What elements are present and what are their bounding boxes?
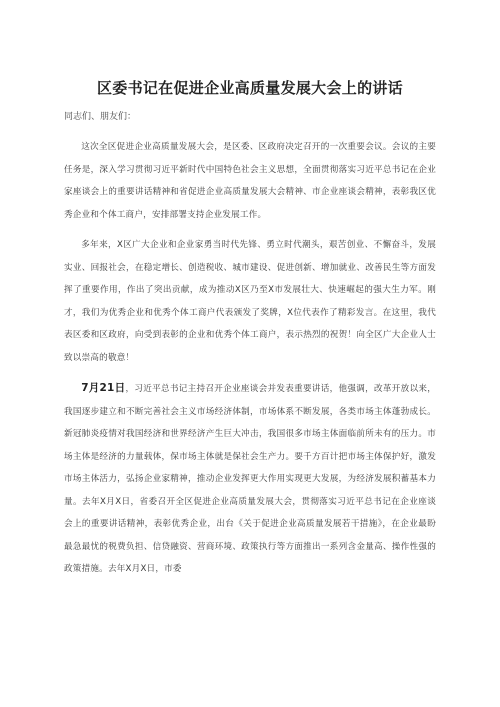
paragraph-1: 这次全区促进企业高质量发展大会，是区委、区政府决定召开的一次重要会议。会议的主要任务是，深入学习贯彻习近平新时代中国特色社会主义思想，全面贯彻落实习近平总书记在企业家座谈会上的重要讲话精神和省促进企业高质量发展大会精神、市企业座谈会精神，表彰我区优秀企业和个体工商户，安排部署支持企业发展工作。	[64, 142, 436, 220]
paragraph-3-date: 7月21日	[81, 382, 126, 394]
paragraph-2: 多年来，X区广大企业和企业家勇当时代先锋、勇立时代潮头，艰苦创业、不懈奋斗，发展实业、回报社会，在稳定增长、创造税收、城市建设、促进创新、增加就业、改善民生等方面发挥了重要作用，作出了突出贡献，成为推动X区乃至X市发展壮大、快速崛起的强大生力军。刚才，我们为优秀企业和优秀个体工商户代表颁发了奖牌，X位代表作了精彩发言。在这里，我代表区委和区政府，向受到表彰的企业和优秀个体工商户，表示热烈的祝贺！向全区广大企业人士致以崇高的敬意！	[64, 240, 436, 363]
document-title: 区委书记在促进企业高质量发展大会上的讲话	[96, 79, 403, 97]
salutation: 同志们、朋友们：	[64, 112, 137, 122]
paragraph-3	[64, 377, 436, 581]
paragraph-3-text: ，习近平总书记主持召开企业座谈会并发表重要讲话，他强调，改革开放以来，我国逐步建立和不断完善社会主义市场经济体制，市场体系不断发展，各类市场主体蓬勃成长。新冠肺炎疫情对我国经济和世界经济产生巨大冲击，我国很多市场主体面临前所未有的压力。市场主体是经济的力量载体，保市场主体就是保社会生产力。要千方百计把市场主体保护好，激发市场主体活力，弘扬企业家精神，推动企业发挥更大作用实现更大发展，为经济发展积蓄基本力量。去年X月X日，省委召开全区促进企业高质量发展大会，贯彻落实习近平总书记在企业座谈会上的重要讲话精神，表彰优秀企业，出台《关于促进企业高质量发展若干措施》，在企业最盼最急最忧的税费负担、信贷融资、营商环境、政策执行等方面推出一系列含金量高、操作性强的政策措施。去年X月X日，市委	[64, 384, 436, 574]
